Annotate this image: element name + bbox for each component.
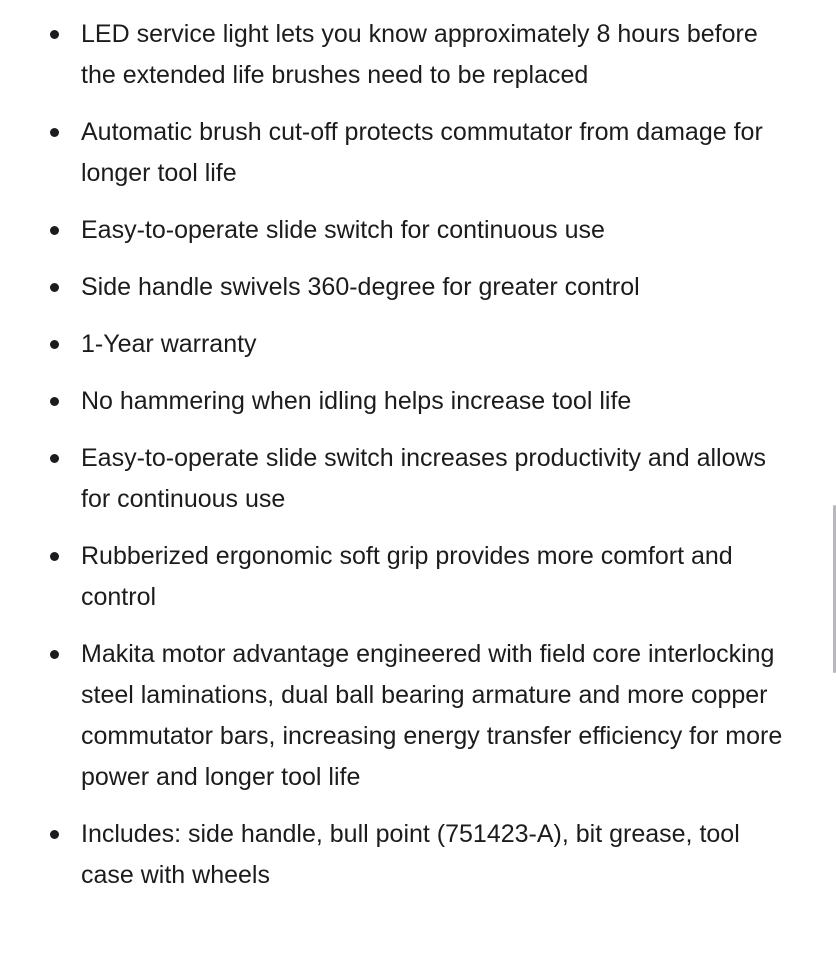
feature-text: Rubberized ergonomic soft grip provides more comfort and control	[81, 542, 733, 611]
feature-text: Easy-to-operate slide switch increases productivity and allows for continuous use	[81, 444, 767, 513]
feature-item-brush-cut-off	[0, 112, 790, 194]
bullet-icon	[50, 226, 59, 235]
feature-text: No hammering when idling helps increase tool life	[81, 387, 632, 415]
feature-item-soft-grip	[0, 536, 790, 618]
feature-item-warranty	[0, 324, 790, 365]
feature-text: Easy-to-operate slide switch for continuous use	[81, 216, 605, 244]
feature-text: Makita motor advantage engineered with field core interlocking steel laminations, dual ball bearing armature and more copper commutator bars, increasing energy transfer efficiency for more power and longer tool life	[81, 640, 783, 791]
feature-item-no-hammering	[0, 381, 790, 422]
bullet-icon	[50, 340, 59, 349]
bullet-icon	[50, 454, 59, 463]
feature-item-motor-advantage	[0, 634, 790, 798]
feature-text: Side handle swivels 360-degree for greater control	[81, 273, 640, 301]
bullet-icon	[50, 650, 59, 659]
feature-text: 1-Year warranty	[81, 330, 257, 358]
feature-item-side-handle	[0, 267, 790, 308]
feature-item-slide-switch-productivity	[0, 438, 790, 520]
feature-text: Includes: side handle, bull point (751423-A), bit grease, tool case with wheels	[81, 820, 740, 889]
feature-text: Automatic brush cut-off protects commutator from damage for longer tool life	[81, 118, 763, 187]
bullet-icon	[50, 128, 59, 137]
feature-text: LED service light lets you know approximately 8 hours before the extended life brushes need to be replaced	[81, 20, 758, 89]
feature-item-slide-switch	[0, 210, 790, 251]
bullet-icon	[50, 830, 59, 839]
bullet-icon	[50, 552, 59, 561]
bullet-icon	[50, 283, 59, 292]
feature-item-includes	[0, 814, 790, 896]
bullet-icon	[50, 397, 59, 406]
feature-list	[0, 14, 790, 912]
feature-item-led-service-light	[0, 14, 790, 96]
bullet-icon	[50, 30, 59, 39]
